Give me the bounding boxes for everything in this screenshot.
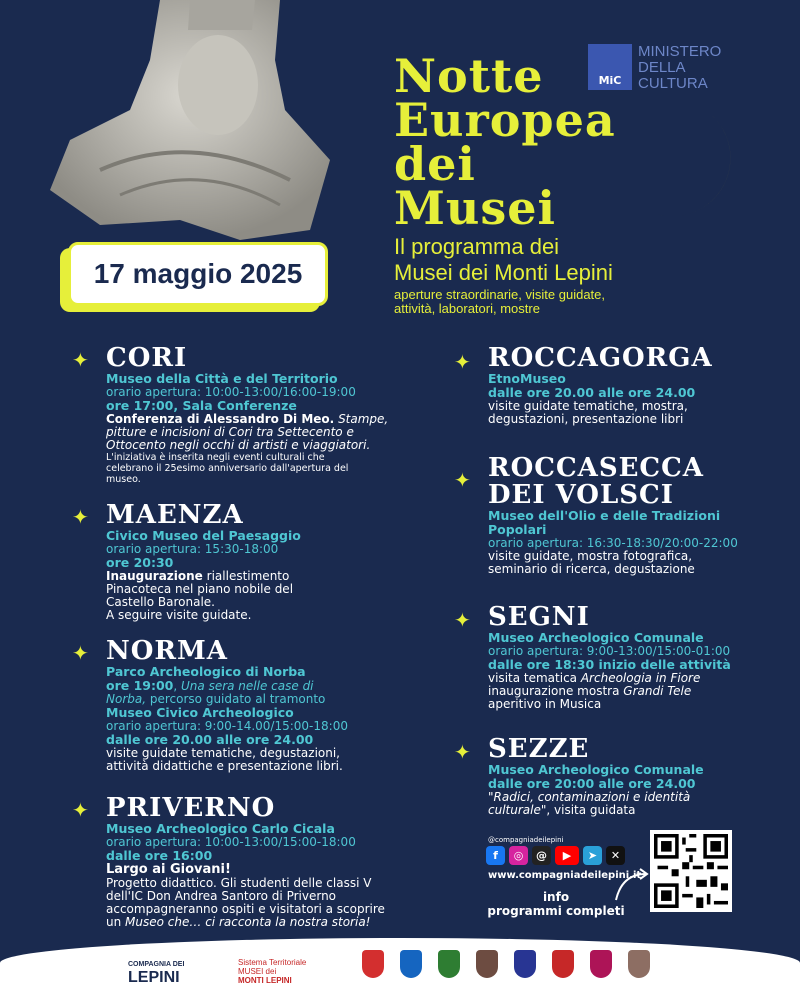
event-time: dalle ore 20.00 alle ore 24.00 bbox=[488, 385, 696, 400]
museum-name: Museo della Città e del Territorio bbox=[106, 371, 338, 386]
museum-name: Museo Archeologico Comunale bbox=[488, 630, 704, 645]
event-desc: visite guidate, mostra fotografica, bbox=[488, 549, 693, 563]
ministry-line: DELLA bbox=[638, 59, 686, 76]
town-roccasecca bbox=[488, 455, 788, 576]
crest-icon bbox=[552, 950, 574, 978]
event-desc: Progetto didattico. Gli studenti delle classi V bbox=[106, 876, 372, 890]
subtitle-line: Il programma dei bbox=[394, 234, 560, 259]
event-desc: Pinacoteca nel piano nobile del bbox=[106, 582, 294, 596]
event-note: museo. bbox=[106, 474, 141, 485]
event-desc: accompagneranno ospiti e visitatori a scoprire bbox=[106, 902, 385, 916]
instagram-icon[interactable]: ◎ bbox=[509, 846, 528, 865]
event-time: ore 17:00, Sala Conferenze bbox=[106, 398, 297, 413]
opening-hours: orario apertura: 10:00-13:00/16:00-19:00 bbox=[106, 385, 356, 399]
event-desc: riallestimento bbox=[206, 569, 290, 583]
star-icon: ✦ bbox=[72, 505, 89, 529]
website-link[interactable]: www.compagniadeilepini.it bbox=[488, 870, 642, 881]
telegram-icon[interactable]: ➤ bbox=[583, 846, 602, 865]
event-desc: , visita guidata bbox=[546, 803, 636, 817]
note-line: attività, laboratori, mostre bbox=[394, 301, 540, 316]
logo-line: MUSEI dei bbox=[238, 967, 277, 976]
event-desc: Archeologia in Fiore bbox=[580, 671, 701, 685]
event-time: ore 20:30 bbox=[106, 555, 174, 570]
opening-hours: orario apertura: 15:30-18:00 bbox=[106, 542, 279, 556]
town-name: DEI VOLSCI bbox=[488, 480, 674, 510]
town-name: PRIVERNO bbox=[106, 793, 276, 823]
event-title: Inaugurazione bbox=[106, 569, 203, 583]
star-icon: ✦ bbox=[72, 641, 89, 665]
crest-icon bbox=[514, 950, 536, 978]
event-desc: Grandi Tele bbox=[623, 684, 692, 698]
logo-line: LEPINI bbox=[128, 969, 180, 986]
event-desc: "Radici, contaminazioni e identità bbox=[488, 790, 691, 804]
town-segni bbox=[488, 604, 788, 711]
event-time: ore 19:00 bbox=[106, 678, 174, 693]
event-time: dalle ore 18:30 inizio delle attività bbox=[488, 657, 731, 672]
x-icon[interactable]: ✕ bbox=[606, 846, 625, 865]
event-desc: degustazioni, presentazione libri bbox=[488, 412, 684, 426]
event-desc: Museo che… ci racconta la nostra storia! bbox=[125, 915, 371, 929]
social-handle: @compagniadeilepini bbox=[488, 836, 564, 844]
museum-name: Museo Archeologico Comunale bbox=[488, 762, 704, 777]
museum-name: Popolari bbox=[488, 522, 547, 537]
event-time: dalle ore 20.00 alle ore 24.00 bbox=[106, 732, 314, 747]
crest-icon bbox=[628, 950, 650, 978]
info-line: programmi completi bbox=[487, 904, 625, 918]
museum-name: Museo dell'Olio e delle Tradizioni bbox=[488, 508, 721, 523]
title-line: dei bbox=[394, 137, 476, 191]
qr-code[interactable] bbox=[650, 830, 732, 912]
info-line: info bbox=[542, 890, 570, 904]
star-icon: ✦ bbox=[454, 608, 471, 632]
crest-icon bbox=[400, 950, 422, 978]
opening-hours: orario apertura: 9:00-13:00/15:00-01:00 bbox=[488, 644, 731, 658]
museum-name: Museo Civico Archeologico bbox=[106, 705, 294, 720]
event-title: Una sera nelle case di bbox=[181, 679, 314, 693]
museum-name: EtnoMuseo bbox=[488, 371, 566, 386]
title-line: Notte bbox=[394, 49, 544, 103]
event-time: dalle ore 16:00 bbox=[106, 848, 213, 863]
threads-icon[interactable]: @ bbox=[532, 846, 551, 865]
event-desc: culturale" bbox=[488, 803, 547, 817]
star-icon: ✦ bbox=[454, 740, 471, 764]
town-sezze bbox=[488, 736, 788, 817]
town-cori bbox=[106, 345, 426, 485]
star-icon: ✦ bbox=[454, 350, 471, 374]
facebook-icon[interactable]: f bbox=[486, 846, 505, 865]
opening-hours: orario apertura: 16:30-18:30/20:00-22:00 bbox=[488, 536, 738, 550]
town-name: SEZZE bbox=[488, 734, 590, 764]
town-roccagorga bbox=[488, 345, 788, 426]
social-icons bbox=[486, 846, 625, 865]
event-desc: dell'IC Don Andrea Santoro di Priverno bbox=[106, 889, 337, 903]
info-label bbox=[486, 890, 626, 918]
town-norma: NORMA Parco Archeologico di Norba ore 19:00, Una sera nelle case di Norba, percorso guidato al tramonto Museo Civico Archeologico orario apertura: 9:00-14.00/15:00-18:00 dalle ore 20.00 alle ore 24.00 visite guidate tematiche, degustazioni, attività didattiche e presentazione libri. bbox=[106, 638, 426, 773]
subtitle-line: Musei dei Monti Lepini bbox=[394, 260, 613, 285]
town-name: MAENZA bbox=[106, 500, 244, 530]
statue-image bbox=[40, 0, 330, 240]
note-line: aperture straordinarie, visite guidate, bbox=[394, 287, 606, 302]
mic-logo-icon: MiC bbox=[588, 44, 632, 90]
event-desc: A seguire visite guidate. bbox=[106, 608, 252, 622]
star-icon: ✦ bbox=[72, 798, 89, 822]
crest-icon bbox=[476, 950, 498, 978]
youtube-icon[interactable]: ▶ bbox=[555, 846, 579, 865]
event-desc: Castello Baronale. bbox=[106, 595, 215, 609]
town-name: ROCCASECCA bbox=[488, 453, 704, 483]
star-icon: ✦ bbox=[454, 468, 471, 492]
star-icon: ✦ bbox=[72, 348, 89, 372]
logo-line: Sistema Territoriale bbox=[238, 958, 307, 967]
town-name: ROCCAGORGA bbox=[488, 343, 713, 373]
museum-name: Museo Archeologico Carlo Cicala bbox=[106, 821, 335, 836]
event-desc: percorso guidato al tramonto bbox=[149, 692, 326, 706]
town-priverno bbox=[106, 795, 436, 929]
crest-icon bbox=[590, 950, 612, 978]
event-desc: attività didattiche e presentazione libri. bbox=[106, 759, 343, 773]
event-title: Conferenza di Alessandro Di Meo. bbox=[106, 412, 335, 426]
event-title: Norba, bbox=[106, 692, 147, 706]
town-name: NORMA bbox=[106, 636, 228, 666]
event-desc: inaugurazione mostra bbox=[488, 684, 620, 698]
event-title: Largo ai Giovani! bbox=[106, 862, 231, 877]
logo-line: COMPAGNIA DEI bbox=[128, 961, 185, 968]
town-name: SEGNI bbox=[488, 602, 590, 632]
opening-hours: orario apertura: 9:00-14.00/15:00-18:00 bbox=[106, 719, 348, 733]
event-note: L'iniziativa è inserita negli eventi culturali che bbox=[106, 452, 325, 463]
title-line: Europea bbox=[394, 93, 616, 147]
museum-name: Parco Archeologico di Norba bbox=[106, 664, 306, 679]
event-desc: Stampe, bbox=[338, 412, 389, 426]
museum-name: Civico Museo del Paesaggio bbox=[106, 528, 301, 543]
title-line: Musei bbox=[394, 181, 557, 235]
arrow-icon bbox=[612, 866, 652, 906]
crest-icon bbox=[362, 950, 384, 978]
event-time: dalle ore 20:00 alle ore 24.00 bbox=[488, 776, 696, 791]
ministry-line: CULTURA bbox=[638, 75, 708, 92]
crest-icon bbox=[438, 950, 460, 978]
ministry-line: MINISTERO bbox=[638, 43, 722, 60]
moon-icon bbox=[630, 108, 752, 230]
event-desc: pitture e incisioni di Cori tra Settecento e bbox=[106, 425, 354, 439]
ministry-logo bbox=[588, 44, 748, 96]
subtitle-note bbox=[394, 288, 694, 316]
town-name: CORI bbox=[106, 343, 188, 373]
event-desc: un bbox=[106, 915, 122, 929]
event-note: celebrano il 25esimo anniversario dall'apertura del bbox=[106, 463, 349, 474]
town-maenza bbox=[106, 502, 426, 622]
logo-line: MONTI LEPINI bbox=[238, 976, 292, 985]
page-title bbox=[394, 49, 616, 235]
event-desc: visite guidate tematiche, mostra, bbox=[488, 399, 688, 413]
event-desc: seminario di ricerca, degustazione bbox=[488, 562, 695, 576]
event-desc: visite guidate tematiche, degustazioni, bbox=[106, 746, 340, 760]
event-desc: Ottocento negli occhi di artisti e viaggiatori. bbox=[106, 438, 371, 452]
event-desc: aperitivo in Musica bbox=[488, 697, 602, 711]
compagnia-lepini-logo bbox=[128, 958, 184, 984]
sistema-musei-logo bbox=[238, 958, 306, 985]
opening-hours: orario apertura: 10:00-13:00/15:00-18:00 bbox=[106, 835, 356, 849]
event-desc: visita tematica bbox=[488, 671, 578, 685]
event-date: 17 maggio 2025 bbox=[68, 242, 328, 306]
subtitle bbox=[394, 234, 613, 286]
